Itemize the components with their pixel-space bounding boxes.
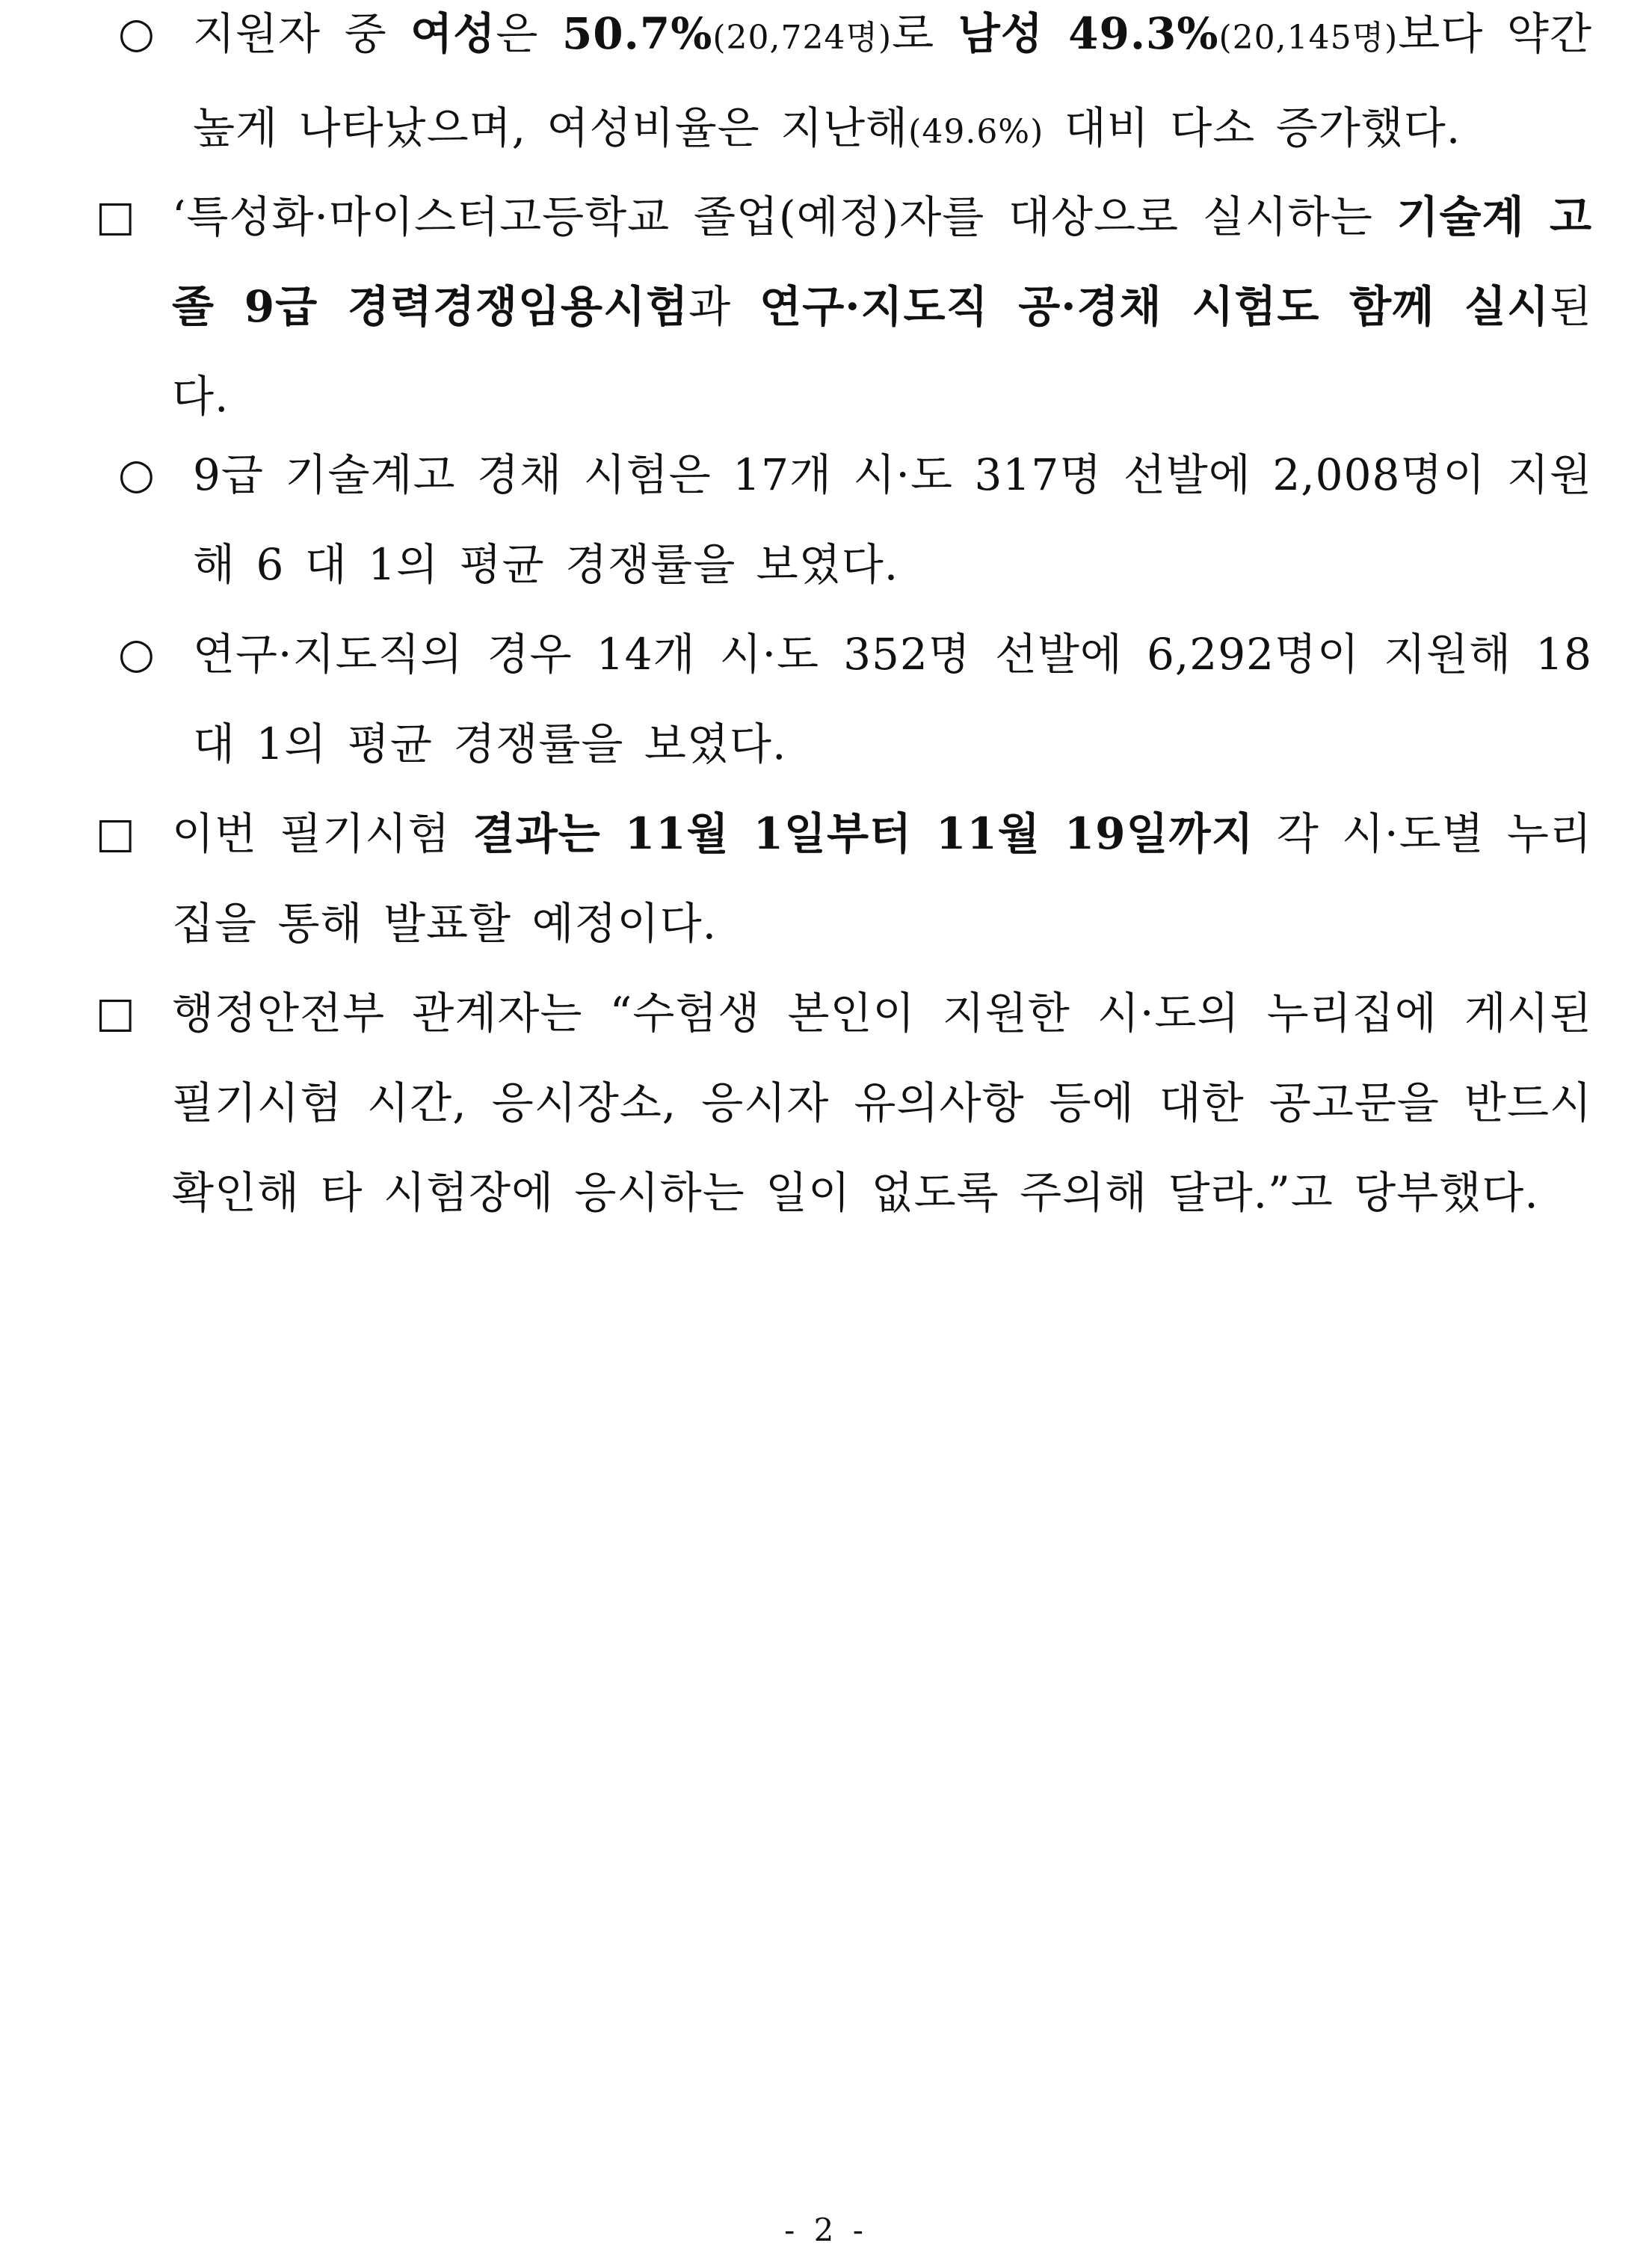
page-number: - 2 - [784,2212,868,2248]
bullet-paragraph-grade9-competition: ○ 9급 기술계고 경채 시험은 17개 시·도 317명 선발에 2,008명이 지원해 6 대 1의 평균 경쟁률을 보였다. [193,430,1592,609]
section-paragraph-results-announcement: □ 이번 필기시험 결과는 11월 1일부터 11월 19일까지 각 시·도별 누리집을 통해 발표할 예정이다. [172,789,1592,968]
section-paragraph-technical-exam: □ ‘특성화·마이스터고등학교 졸업(예정)자를 대상으로 실시하는 기술계 고졸 9급 경력경쟁임용시험과 연구·지도직 공·경채 시험도 함께 실시된다. [172,172,1592,441]
square-bullet-icon: □ [96,192,136,241]
section-paragraph-official-remark: □ 행정안전부 관계자는 “수험생 본인이 지원한 시·도의 누리집에 게시된 필기시험 시간, 응시장소, 응시자 유의사항 등에 대한 공고문을 반드시 확인해 타 시험장에 응시하는 일이 없도록 주의해 달라.”고 당부했다. [172,968,1592,1237]
circle-bullet-icon: ○ [118,9,155,58]
square-bullet-icon: □ [96,809,136,858]
bullet-paragraph-research-competition: ○ 연구·지도직의 경우 14개 시·도 352명 선발에 6,292명이 지원해 18 대 1의 평균 경쟁률을 보였다. [193,609,1592,789]
square-bullet-icon: □ [96,988,136,1037]
circle-bullet-icon: ○ [118,630,155,678]
bullet-paragraph-female-ratio: ○ 지원자 중 여성은 50.7%(20,724명)로 남성 49.3%(20,145명)보다 약간 높게 나타났으며, 여성비율은 지난해(49.6%) 대비 다소 증가했다. [193,0,1592,177]
circle-bullet-icon: ○ [118,450,155,499]
